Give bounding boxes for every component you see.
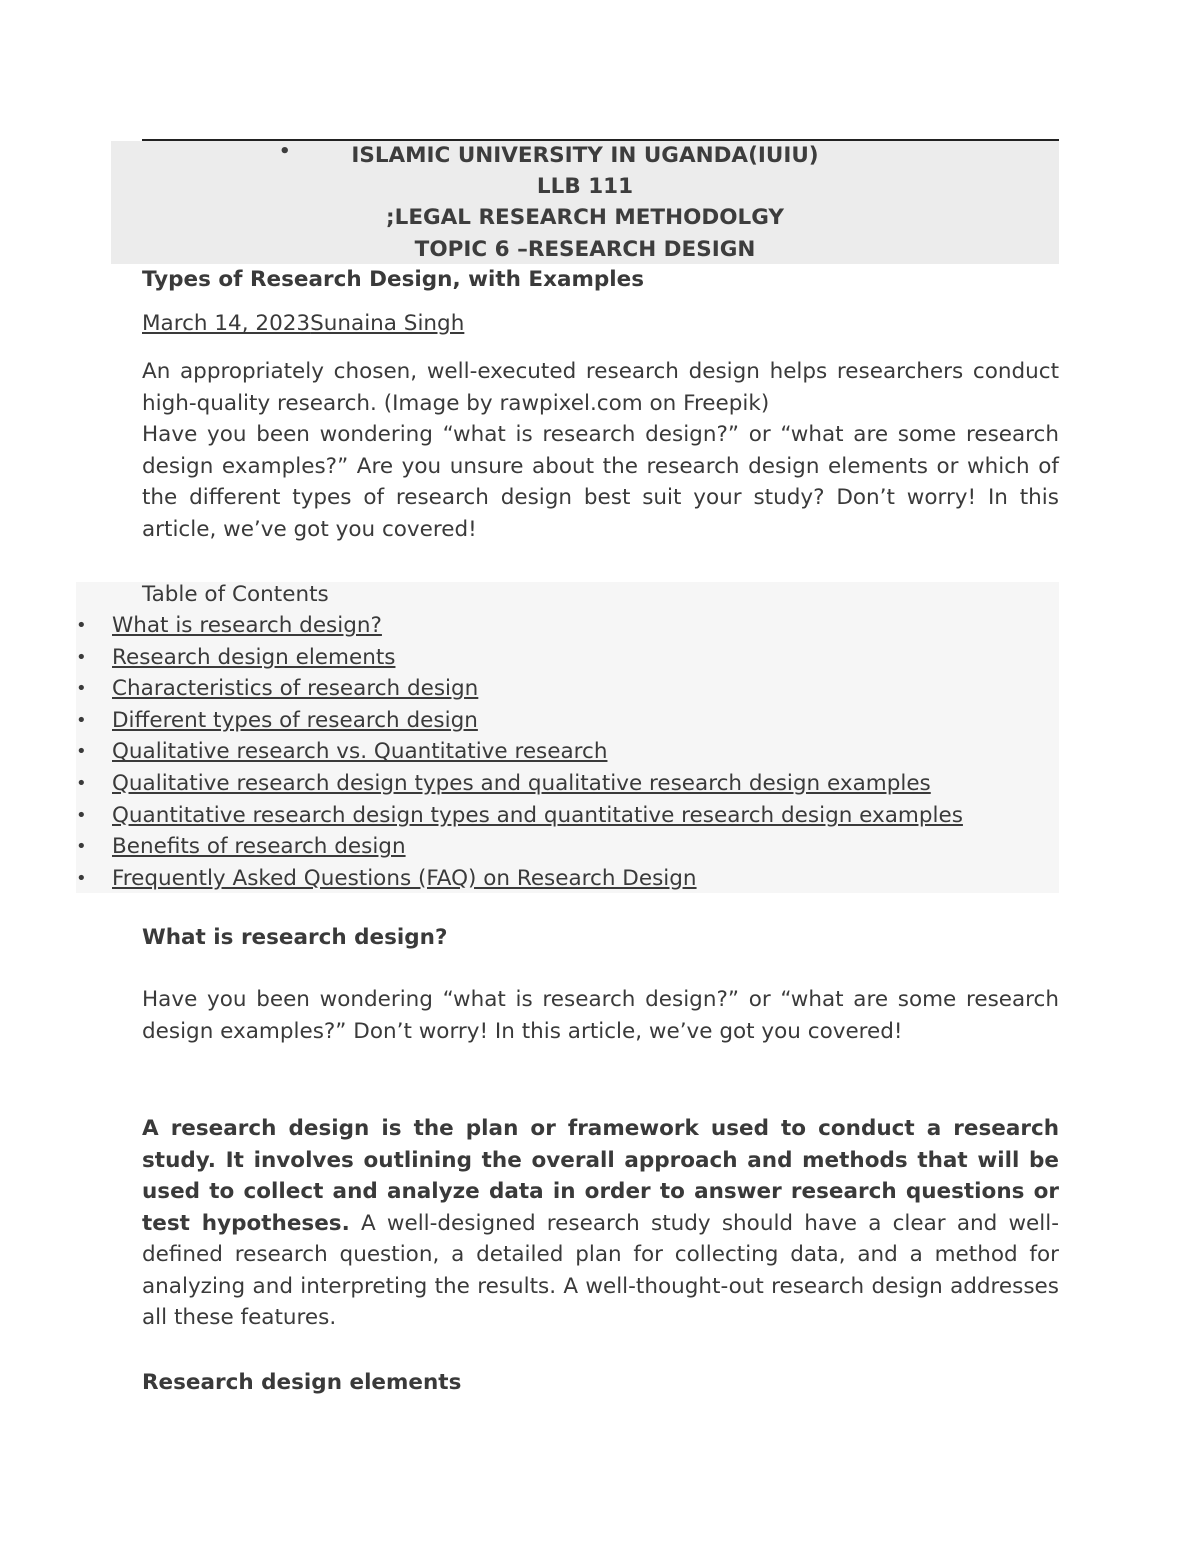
definition-bold: A research design is the plan or framework used to conduct a research study. It involves outlining the overall approach and methods that will be used to collect and analyze data in order to answer research questions or test hypotheses.	[142, 1116, 1059, 1236]
bullet-icon: •	[76, 678, 87, 700]
toc-item	[76, 708, 1059, 740]
toc-title: Table of Contents	[142, 582, 329, 607]
toc-item	[76, 645, 1059, 677]
toc-link[interactable]: Research design elements	[112, 644, 396, 670]
image-caption: An appropriately chosen, well-executed research design helps researchers conduct high-quality research. (Image by rawpixel.com on Freepik)	[142, 359, 1059, 416]
document-header	[111, 141, 1059, 264]
topic-title: TOPIC 6 –RESEARCH DESIGN	[414, 237, 756, 262]
header-bullet: •	[279, 141, 291, 162]
course-code: LLB 111	[536, 174, 634, 199]
toc-link[interactable]: Characteristics of research design	[112, 676, 479, 702]
toc-item	[76, 771, 1059, 803]
toc-list	[76, 613, 1059, 897]
toc-item	[76, 739, 1059, 771]
article-author[interactable]: Sunaina Singh	[310, 311, 465, 336]
definition-paragraph	[142, 1113, 1059, 1334]
article-date[interactable]: March 14, 2023	[142, 311, 311, 336]
bullet-icon: •	[76, 615, 87, 636]
toc-item	[76, 613, 1059, 645]
bullet-icon: •	[76, 646, 87, 668]
toc-item	[76, 834, 1059, 866]
section-heading-elements: Research design elements	[142, 1370, 462, 1395]
bullet-icon: •	[76, 709, 87, 731]
bullet-icon: •	[76, 772, 87, 794]
definition-rest: A well-designed research study should have a clear and well-defined research question, a detailed plan for collecting data, and a method for analyzing and interpreting the results. A well-thought-out research design addresses all these features.	[142, 1210, 1059, 1330]
toc-link[interactable]: Quantitative research design types and quantitative research design examples	[112, 802, 963, 828]
article-title: Types of Research Design, with Examples	[142, 267, 645, 292]
section1-paragraph: Have you been wondering “what is research design?” or “what are some research design examples?” Don’t worry! In this article, we’ve got you covered!	[142, 987, 1059, 1044]
university-name: ISLAMIC UNIVERSITY IN UGANDA(IUIU)	[351, 143, 819, 168]
section-heading-what-is: What is research design?	[142, 925, 448, 950]
article-byline[interactable]	[142, 311, 464, 336]
toc-item	[76, 676, 1059, 708]
toc-link[interactable]: What is research design?	[112, 613, 382, 638]
bullet-icon: •	[76, 836, 87, 858]
bullet-icon: •	[76, 804, 87, 826]
bullet-icon: •	[76, 741, 87, 763]
toc-link[interactable]: Qualitative research design types and qualitative research design examples	[112, 770, 931, 796]
toc-item	[76, 866, 1059, 898]
toc-link[interactable]: Frequently Asked Questions (FAQ) on Research Design	[112, 865, 697, 891]
intro-paragraph: Have you been wondering “what is research design?” or “what are some research design examples?” Are you unsure about the research design elements or which of the different types of research design best suit your study? Don’t worry! In this article, we’ve got you covered!	[142, 422, 1059, 542]
bullet-icon: •	[76, 867, 87, 889]
toc-link[interactable]: Benefits of research design	[112, 834, 406, 860]
course-title: ;LEGAL RESEARCH METHODOLGY	[386, 205, 784, 230]
toc-link[interactable]: Different types of research design	[112, 707, 478, 733]
toc-item	[76, 803, 1059, 835]
toc-link[interactable]: Qualitative research vs. Quantitative research	[112, 739, 608, 765]
